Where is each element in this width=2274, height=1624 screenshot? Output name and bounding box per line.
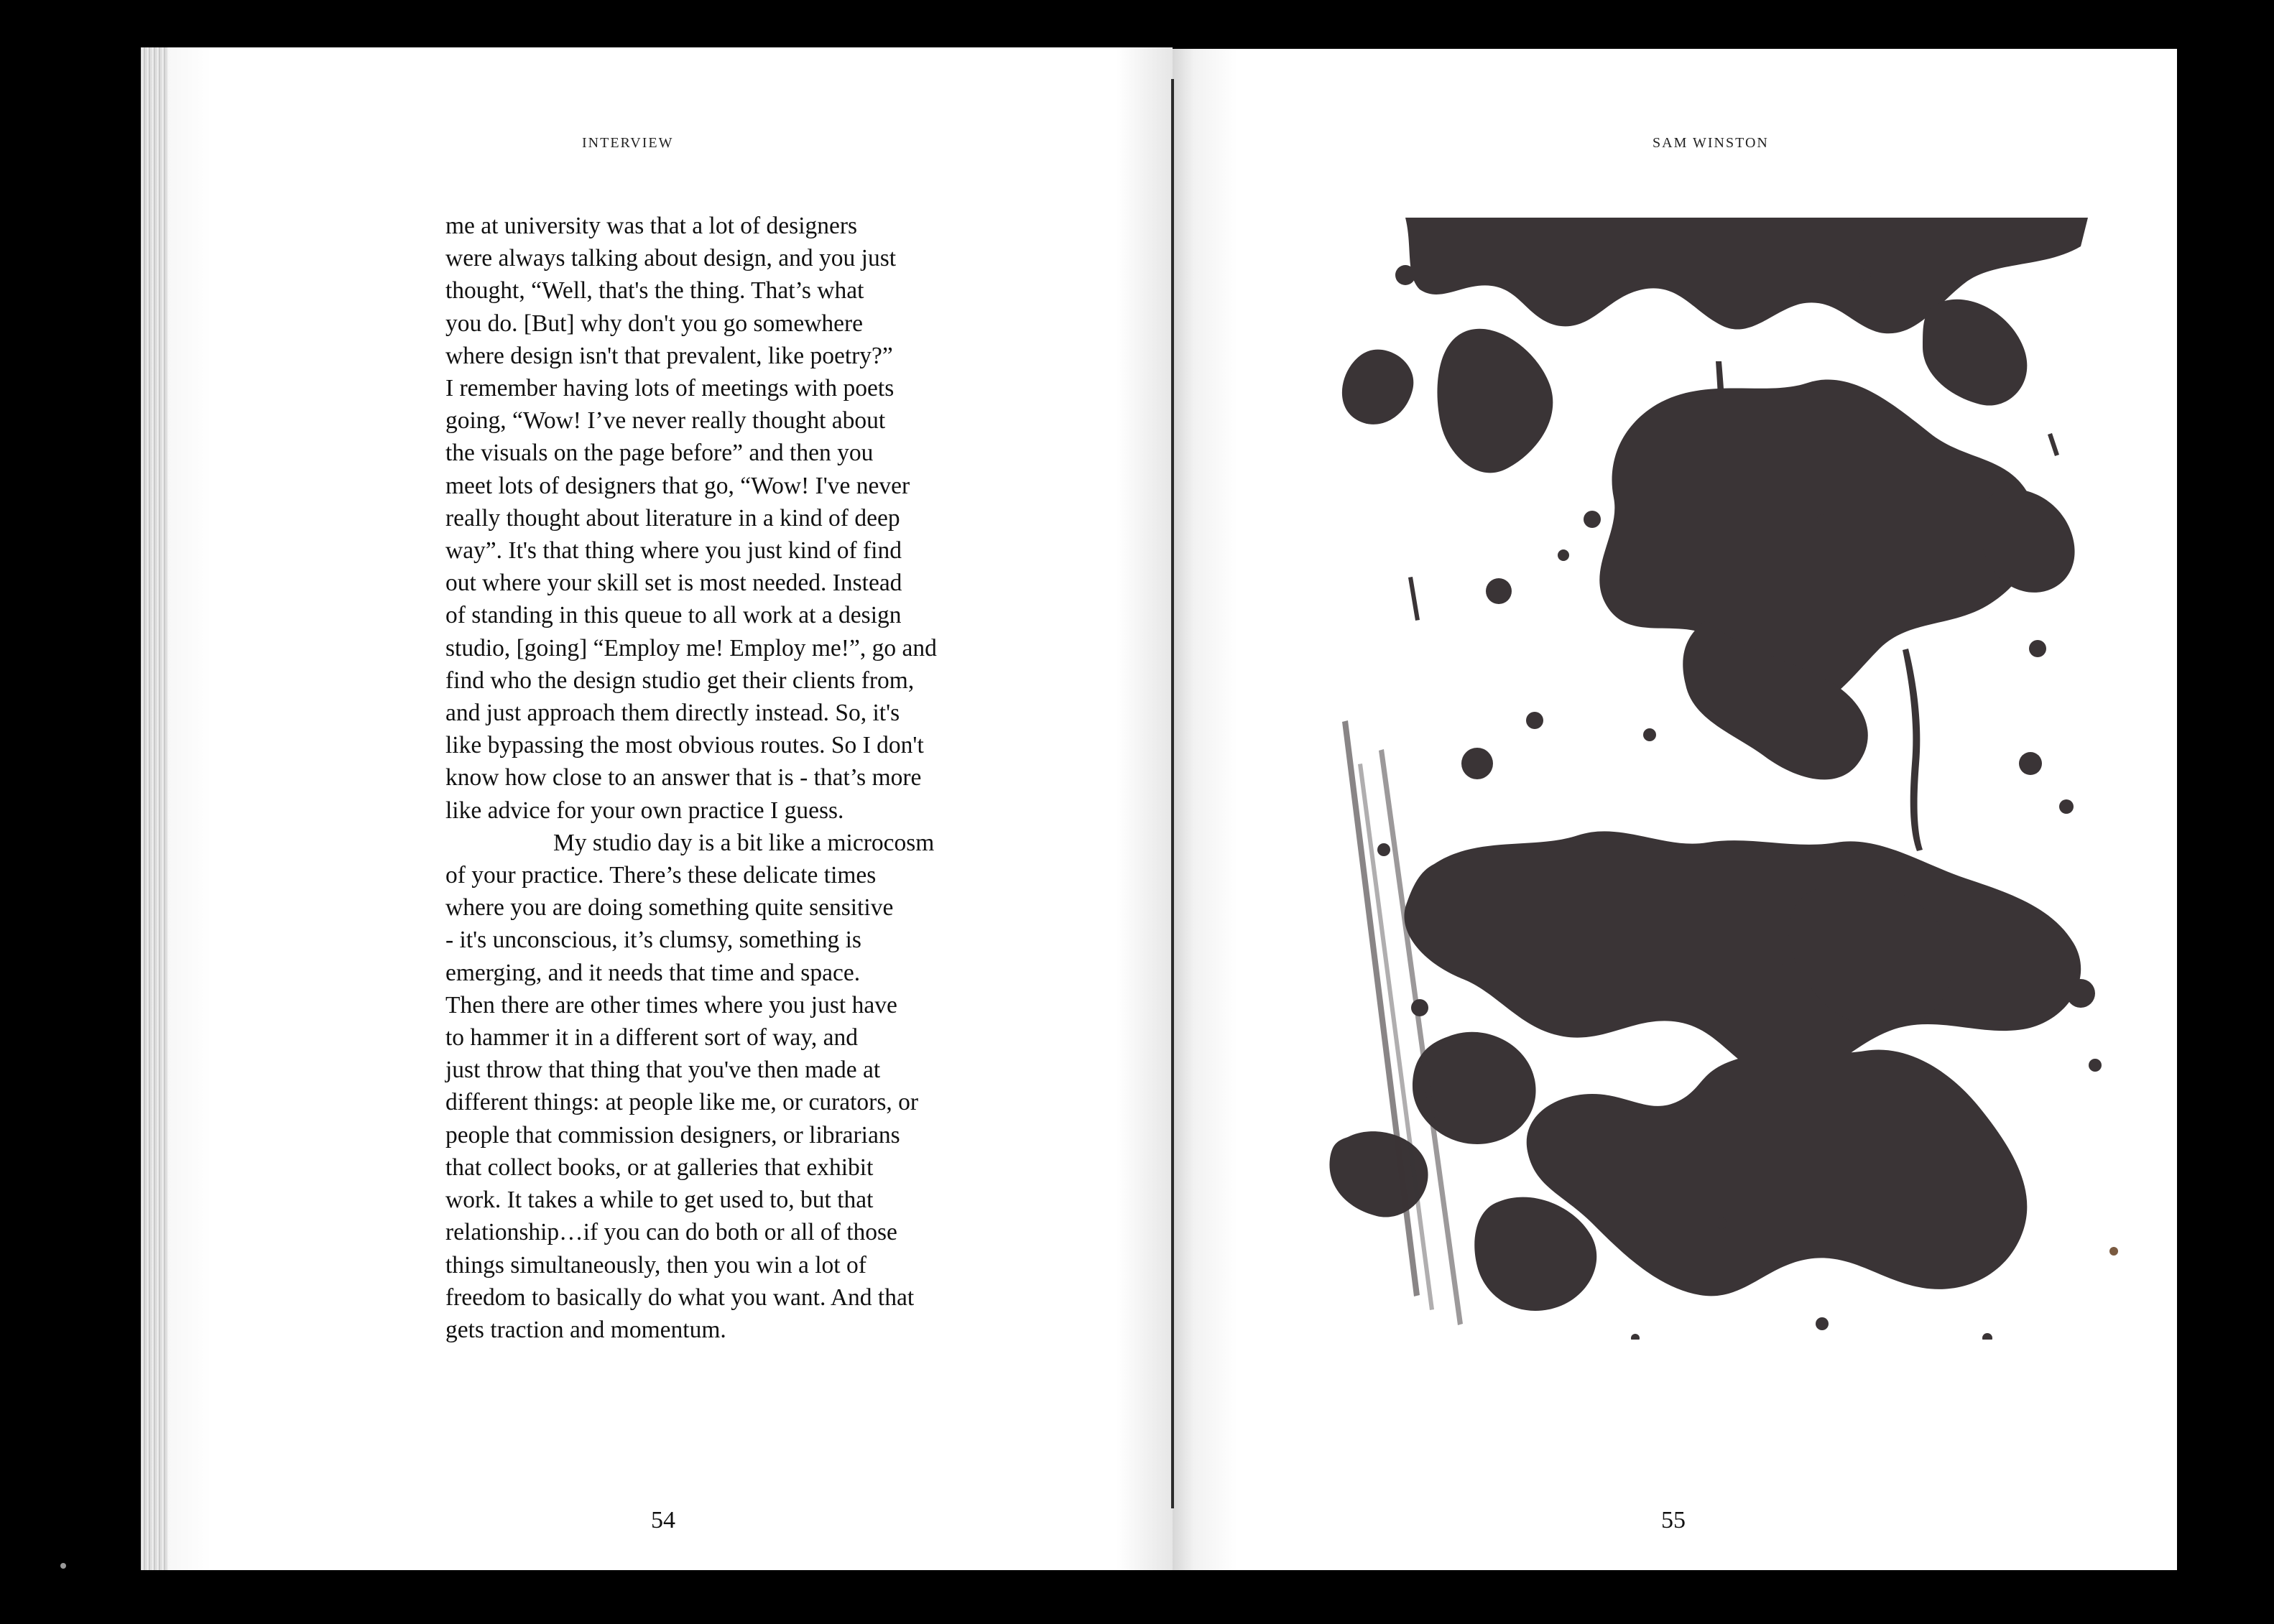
page-edge-stack (141, 47, 171, 1570)
text-line: you do. [But] why don't you go somewhere (445, 310, 864, 337)
paragraph-start-line: My studio day is a bit like a microcosm (553, 829, 935, 856)
text-line: different things: at people like me, or curators, or (445, 1089, 919, 1116)
text-line: relationship…if you can do both or all of those (445, 1219, 897, 1246)
ink-splatter-image (1319, 218, 2117, 1340)
text-line: to hammer it in a different sort of way, and (445, 1024, 858, 1052)
text-line: find who the design studio get their clients from, (445, 667, 915, 694)
text-line: just throw that thing that you've then made at (445, 1057, 881, 1084)
text-line: of standing in this queue to all work at a design (445, 602, 902, 629)
text-line: way”. It's that thing where you just kind of find (445, 537, 902, 565)
text-line: freedom to basically do what you want. And that (445, 1284, 915, 1311)
text-line: that collect books, or at galleries that exhibit (445, 1154, 874, 1181)
text-line: and just approach them directly instead. So, it's (445, 700, 900, 727)
text-line: things simultaneously, then you win a lot of (445, 1251, 866, 1279)
text-line: emerging, and it needs that time and space. (445, 959, 861, 986)
text-line: where you are doing something quite sensitive (445, 894, 894, 922)
text-line: thought, “Well, that's the thing. That’s what (445, 277, 864, 305)
scan-speck (60, 1563, 66, 1569)
page-number-left: 54 (651, 1507, 675, 1533)
text-line: I remember having lots of meetings with poets (445, 375, 895, 402)
running-head-right: SAM WINSTON (1653, 135, 1769, 151)
text-line: the visuals on the page before” and then you (445, 440, 874, 467)
text-line: people that commission designers, or librarians (445, 1121, 900, 1149)
text-line: studio, [going] “Employ me! Employ me!”, go and (445, 634, 937, 662)
gutter (1171, 79, 1174, 1508)
ink-splatter-artwork (1319, 218, 2117, 1340)
text-line: out where your skill set is most needed. Instead (445, 570, 902, 597)
page-number-right: 55 (1661, 1507, 1686, 1533)
running-head-left: INTERVIEW (582, 135, 674, 151)
text-line: gets traction and momentum. (445, 1316, 726, 1343)
text-line: like advice for your own practice I guess. (445, 797, 844, 824)
text-line: work. It takes a while to get used to, but that (445, 1187, 874, 1214)
text-line: really thought about literature in a kind of deep (445, 504, 900, 532)
text-line: know how close to an answer that is - that’s more (445, 764, 922, 792)
text-line: going, “Wow! I’ve never really thought about (445, 407, 886, 435)
paper-speck (2109, 1247, 2118, 1256)
text-line: Then there are other times where you just have (445, 991, 897, 1019)
text-line: of your practice. There’s these delicate times (445, 862, 877, 889)
text-line: meet lots of designers that go, “Wow! I've never (445, 472, 910, 499)
text-line: like bypassing the most obvious routes. So I don't (445, 732, 924, 759)
text-line: where design isn't that prevalent, like poetry?” (445, 342, 893, 369)
text-line: were always talking about design, and you just (445, 245, 897, 272)
interview-text (445, 210, 1035, 1346)
text-line: me at university was that a lot of designers (445, 213, 858, 239)
text-line: - it's unconscious, it’s clumsy, something is (445, 927, 861, 954)
